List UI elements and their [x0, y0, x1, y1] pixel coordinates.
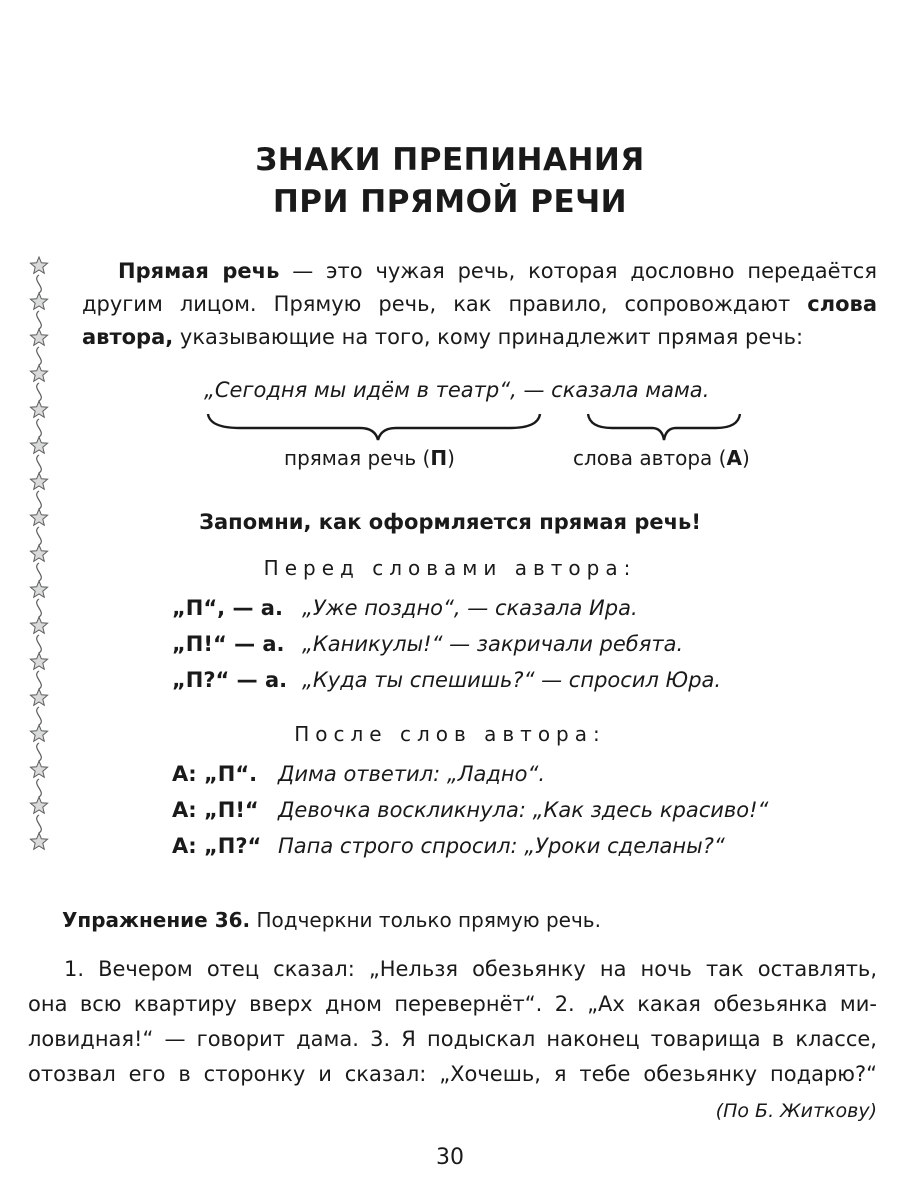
- exercise-line: она всю квартиру вверх дном перевернёт“. 2. „Ах какая обезьянка ми-: [28, 992, 877, 1016]
- rule-row: „П?“ — а. „Куда ты спешишь?“ — спросил Юра.: [172, 668, 722, 692]
- brace-author-words: [588, 414, 740, 440]
- remember-heading: Запомни, как оформляется прямая речь!: [199, 510, 701, 534]
- brace-marks: [200, 410, 760, 444]
- star-icon: [30, 401, 47, 417]
- exercise-source: (По Б. Житкову): [715, 1100, 877, 1122]
- star-icon: [30, 761, 47, 777]
- exercise-heading: [62, 908, 601, 932]
- rule-row: А: „П?“ Папа строго спросил: „Уроки сделаны?“: [172, 834, 725, 858]
- definition-line-3: автора, указывающие на того, кому принадлежит прямая речь:: [82, 325, 804, 349]
- label-author-words: слова автора (А): [573, 446, 750, 470]
- definition-line-1: Прямая речь — это чужая речь, которая дословно передаётся: [118, 259, 877, 283]
- star-icon: [30, 797, 47, 813]
- before-rules-list: [172, 596, 721, 704]
- page-title-line1: ЗНАКИ ПРЕПИНАНИЯ: [255, 142, 645, 178]
- brace-direct-speech: [208, 414, 540, 440]
- after-rules-list: [172, 762, 768, 870]
- example-speech: „Сегодня мы идём в театр“: [204, 378, 511, 402]
- example-author-words: сказала мама: [551, 378, 703, 402]
- rule-row: „П!“ — а. „Каникулы!“ — закричали ребята.: [172, 632, 684, 656]
- star-icon: [30, 833, 47, 849]
- term-author-words: слова: [807, 292, 877, 316]
- star-icon: [30, 257, 47, 273]
- rule-row: А: „П!“ Девочка воскликнула: „Как здесь красиво!“: [172, 798, 769, 822]
- exercise-label: Упражнение 36.: [62, 908, 251, 932]
- star-icon: [30, 329, 47, 345]
- rule-row: „П“, — а. „Уже поздно“, — сказала Ира.: [172, 596, 638, 620]
- star-icon: [30, 617, 47, 633]
- rule-row: А: „П“. Дима ответил: „Ладно“.: [172, 762, 546, 786]
- star-icon: [30, 437, 47, 453]
- star-icon: [30, 293, 47, 309]
- star-icon: [30, 473, 47, 489]
- star-icon: [30, 581, 47, 597]
- page-title-line2: ПРИ ПРЯМОЙ РЕЧИ: [272, 184, 628, 220]
- star-icon: [30, 689, 47, 705]
- exercise-text: [28, 952, 877, 1092]
- exercise-line: отозвал его в сторонку и сказал: „Хочешь, я тебе обезьянку подарю?“: [28, 1062, 877, 1086]
- term-direct-speech: Прямая речь: [118, 259, 280, 283]
- label-direct-speech: прямая речь (П): [284, 446, 455, 470]
- star-icon: [30, 653, 47, 669]
- star-icon: [30, 365, 47, 381]
- exercise-line: ловидная!“ — говорит дама. 3. Я подыскал наконец товарища в классе,: [28, 1027, 877, 1051]
- definition-paragraph: [82, 255, 877, 354]
- page-number: 30: [436, 1145, 464, 1170]
- exercise-line: 1. Вечером отец сказал: „Нельзя обезьянку на ночь так оставлять,: [64, 957, 877, 981]
- exercise-instruction: Подчеркни только прямую речь.: [250, 908, 601, 932]
- definition-line-2: другим лицом. Прямую речь, как правило, сопровождают слова: [82, 292, 877, 316]
- before-author-heading: Перед словами автора:: [263, 556, 637, 580]
- example-sentence: „Сегодня мы идём в театр“, — сказала мама.: [204, 378, 710, 402]
- after-author-heading: После слов автора:: [294, 722, 606, 746]
